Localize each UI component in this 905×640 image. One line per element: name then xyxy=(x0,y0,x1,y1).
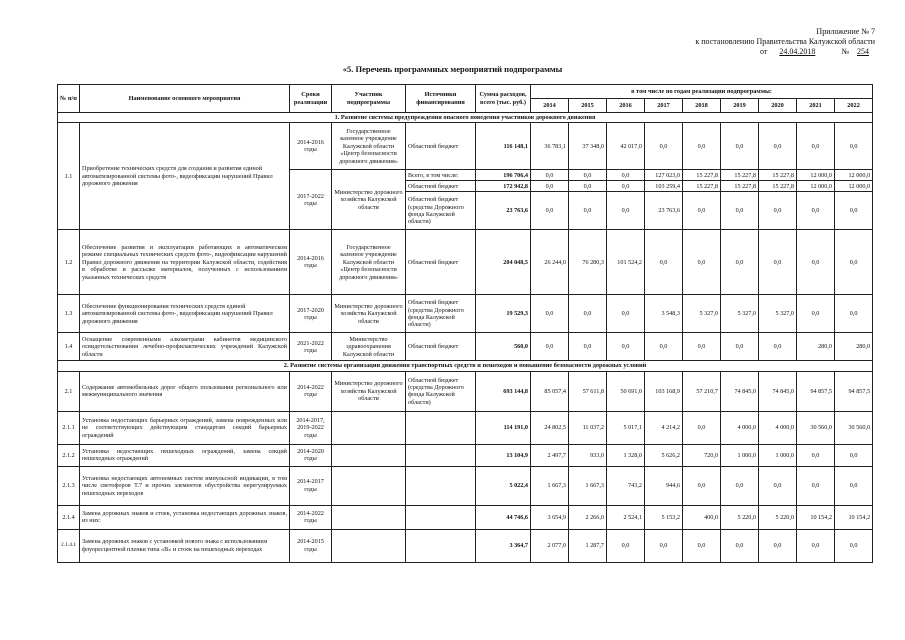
resolution-number: 254 xyxy=(857,47,869,56)
year-header: 2016 xyxy=(607,99,645,113)
table-row: 1.2 Обеспечение развития и эксплуатации работающих в автоматическом режиме специальных технических средств фото-, видеофиксации нарушений Правил дорожного движения на территории Калужской области, содействия в обработке и рассылке материалов, полученных с использованием указанных технических средств 2014-2016 годы Государственное казенное учреждение Калужской области «Центр безопасности дорожного движения» Областной бюджет 204 048,5 26 244,0 76 280,3 101 524,2 0,0 0,0 0,0 0,0 0,0 0,0 xyxy=(58,230,873,295)
table-row: 2.1.4 Замена дорожных знаков и стоек, установка недостающих дорожных знаков, из них: 2014-2022 годы 44 746,6 3 654,9 2 266,0 2 524,1 5 153,2 400,0 5 220,0 5 220,0 10 154,2 10 154,2 xyxy=(58,505,873,529)
table-row: 2.1.1 Установка недостающих барьерных ограждений, замена поврежденных или не соответствующих действующим стандартам секций барьерных ограждений 2014-2017, 2019-2022 годы 114 191,0 24 802,5 11 037,2 5 017,1 4 214,2 0,0 4 000,0 4 000,0 30 560,0 30 560,0 xyxy=(58,411,873,444)
year-header: 2018 xyxy=(683,99,721,113)
table-row: 1.1 Приобретение технических средств для создания и развития единой автоматизированной системы фото-, видеофиксации нарушений Правил дорожного движения 2014-2016 годы Государственное казенное учреждение Калужской области «Центр безопасности дорожного движения» Областной бюджет 116 148,1 36 783,1 37 348,0 42 017,0 0,0 0,0 0,0 0,0 0,0 0,0 xyxy=(58,123,873,170)
section-2-title: 2. Развитие системы организации движения транспортных средств и пешеходов и повышение безопасности дорожных условий xyxy=(58,361,873,371)
col-participant-header: Участник подпрограммы xyxy=(332,85,406,113)
col-num-header: № п/п xyxy=(58,85,80,113)
col-source-header: Источники финансирования xyxy=(406,85,476,113)
year-header: 2017 xyxy=(645,99,683,113)
document-header xyxy=(695,27,875,57)
col-name-header: Наименование основного мероприятия xyxy=(80,85,290,113)
appendix-label: Приложение № 7 xyxy=(816,27,875,36)
resolution-date: 24.04.2018 xyxy=(779,47,816,56)
measures-table xyxy=(57,84,873,563)
page-title: «5. Перечень программных мероприятий подпрограммы xyxy=(342,64,563,74)
table-row: Областной бюджет 172 942,8 0,0 0,0 0,0 103 259,4 15 227,8 15 227,8 15 227,8 12 000,0 12 000,0 xyxy=(58,181,873,192)
section-1-title: 1. Развитие системы предупреждения опасного поведения участников дорожного движения xyxy=(58,113,873,123)
table-row: 2.1.4.1 Замена дорожных знаков с установкой нового знака с использованием флуоресцентной пленки типа «В» и стоек на пешеходных переходах 2014-2015 годы 3 364,7 2 077,0 1 287,7 0,0 0,0 0,0 0,0 0,0 0,0 0,0 xyxy=(58,529,873,562)
year-header: 2020 xyxy=(759,99,797,113)
col-sum-header: Сумма расходов, всего (тыс. руб.) xyxy=(476,85,531,113)
resolution-date-number: от 24.04.2018 № 254 xyxy=(695,47,875,57)
year-header: 2015 xyxy=(569,99,607,113)
table-row: 2017-2022 годы Министерство дорожного хозяйства Калужской области Всего, в том числе: 196 706,4 0,0 0,0 0,0 127 023,0 15 227,8 15 227,8 15 227,8 12 000,0 12 000,0 xyxy=(58,170,873,181)
col-years-header: в том числе по годам реализации подпрограммы: xyxy=(531,85,873,99)
table-row: 2.1 Содержание автомобильных дорог общего пользования регионального или межмуниципального значения 2014-2022 годы Министерство дорожного хозяйства Калужской области Областной бюджет (средства Дорожного фонда Калужской области) 693 144,8 85 057,4 57 611,8 50 691,0 103 168,9 57 210,7 74 845,0 74 845,0 94 857,5 94 857,5 xyxy=(58,371,873,411)
year-header: 2022 xyxy=(835,99,873,113)
table-row: 2.1.3 Установка недостающих автономных систем импульсной индикации, в том числе светофоров Т.7 и прочих элементов обустройства нерегулируемых пешеходных переходов 2014-2017 годы 5 022,4 1 667,3 1 667,3 743,2 944,6 0,0 0,0 0,0 0,0 0,0 xyxy=(58,466,873,505)
table-row: 1.3 Обеспечение функционирования технических средств единой автоматизированной системы фото-, видеофиксации нарушений Правил дорожного движения 2017-2020 годы Министерство дорожного хозяйства Калужской области Областной бюджет (средства Дорожного фонда Калужской области) 19 529,3 0,0 0,0 0,0 3 548,3 5 327,0 5 327,0 5 327,0 0,0 0,0 xyxy=(58,295,873,333)
year-header: 2019 xyxy=(721,99,759,113)
year-header: 2014 xyxy=(531,99,569,113)
table-row: 2.1.2 Установка недостающих пешеходных ограждений, замена секций пешеходных ограждений 2014-2020 годы 13 104,9 2 497,7 933,0 1 328,0 5 626,2 720,0 1 000,0 1 000,0 0,0 0,0 xyxy=(58,444,873,466)
year-header: 2021 xyxy=(797,99,835,113)
resolution-ref: к постановлению Правительства Калужской области xyxy=(695,37,875,46)
table-row: Областной бюджет (средства Дорожного фонда Калужской области) 23 763,6 0,0 0,0 0,0 23 763,6 0,0 0,0 0,0 0,0 0,0 xyxy=(58,192,873,230)
col-term-header: Сроки реализации xyxy=(290,85,332,113)
table-row: 1.4 Оснащение современными алкометрами кабинетов медицинского освидетельствования лечебно-профилактических учреждений Калужской области 2021-2022 годы Министерство здравоохранения Калужской области Областной бюджет 560,0 0,0 0,0 0,0 0,0 0,0 0,0 0,0 280,0 280,0 xyxy=(58,333,873,361)
